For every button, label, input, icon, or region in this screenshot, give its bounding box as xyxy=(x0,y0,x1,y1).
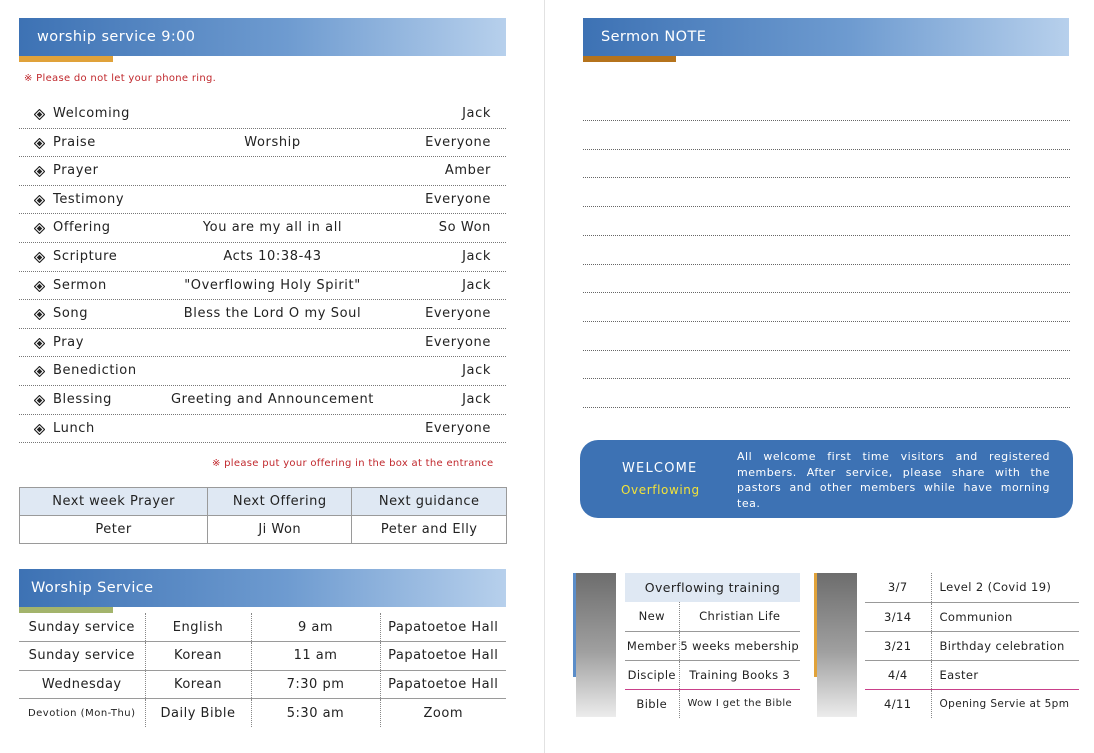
schedule-date: 4/4 xyxy=(865,660,931,689)
service-row xyxy=(19,670,506,699)
service-name: Wednesday xyxy=(19,670,145,699)
order-item: Blessing xyxy=(53,392,112,407)
order-leader: Jack xyxy=(462,249,491,264)
next-week-value: Ji Won xyxy=(208,516,352,544)
header-accent-bar xyxy=(19,56,113,62)
service-time: 9 am xyxy=(251,613,380,642)
note-line xyxy=(583,177,1070,178)
next-week-header-row xyxy=(20,488,507,516)
schedule-event: Easter xyxy=(931,660,1079,689)
order-item: Scripture xyxy=(53,249,118,264)
training-row xyxy=(625,602,800,631)
schedule-row xyxy=(865,631,1079,660)
diamond-bullet-icon xyxy=(34,424,45,435)
service-language: Daily Bible xyxy=(145,699,251,728)
page-divider xyxy=(544,0,545,753)
diamond-bullet-icon xyxy=(34,338,45,349)
order-item: Praise xyxy=(53,134,96,150)
training-course: 5 weeks mebership xyxy=(679,631,800,660)
training-course: Training Books 3 xyxy=(679,660,800,689)
training-level: New xyxy=(625,602,679,631)
service-location: Papatoetoe Hall xyxy=(380,670,506,699)
order-row xyxy=(19,243,506,272)
diamond-bullet-icon xyxy=(34,366,45,377)
order-item: Prayer xyxy=(53,163,99,179)
service-row xyxy=(19,699,506,728)
training-title: Overflowing training xyxy=(625,573,800,602)
order-item: Lunch xyxy=(53,420,95,436)
order-detail: "Overflowing Holy Spirit" xyxy=(184,277,361,293)
order-leader: Everyone xyxy=(425,334,491,350)
training-level: Member xyxy=(625,631,679,660)
sermon-note-header xyxy=(583,18,1069,56)
welcome-subtitle: Overflowing xyxy=(621,483,700,497)
order-leader: Everyone xyxy=(425,420,491,436)
order-leader: So Won xyxy=(438,220,491,236)
service-language: Korean xyxy=(145,642,251,671)
service-name: Sunday service xyxy=(19,642,145,671)
training-level: Disciple xyxy=(625,660,679,689)
note-line xyxy=(583,120,1070,121)
schedule-event: Level 2 (Covid 19) xyxy=(931,573,1079,602)
order-row xyxy=(19,100,506,129)
order-row xyxy=(19,386,506,415)
service-language: English xyxy=(145,613,251,642)
order-row xyxy=(19,272,506,301)
welcome-text: All welcome first time visitors and registered members. After service, please share with the pastors and other members while have morning tea. xyxy=(737,450,1050,510)
note-line xyxy=(583,378,1070,379)
service-row xyxy=(19,642,506,671)
worship-service-header xyxy=(19,569,506,607)
order-row xyxy=(19,129,506,158)
schedule-event: Communion xyxy=(931,602,1079,631)
schedule-date: 3/14 xyxy=(865,602,931,631)
order-item: Welcoming xyxy=(53,106,130,121)
next-week-header: Next Offering xyxy=(208,488,352,516)
sermon-note-title: Sermon NOTE xyxy=(601,29,707,45)
service-location: Papatoetoe Hall xyxy=(380,642,506,671)
next-week-header: Next guidance xyxy=(352,488,507,516)
order-leader: Jack xyxy=(462,363,491,379)
schedule-table xyxy=(865,573,1079,718)
training-row xyxy=(625,660,800,689)
schedule-side-bar xyxy=(817,573,857,717)
training-side-bar xyxy=(576,573,616,717)
service-row xyxy=(19,613,506,642)
next-week-table xyxy=(19,487,507,544)
training-course: Christian Life xyxy=(679,602,800,631)
service-time: 7:30 pm xyxy=(251,670,380,699)
welcome-box xyxy=(580,440,1073,518)
order-detail: Acts 10:38-43 xyxy=(223,249,322,264)
schedule-event: Birthday celebration xyxy=(931,631,1079,660)
worship-order-title: worship service 9:00 xyxy=(37,29,196,45)
training-table xyxy=(625,573,800,718)
order-row xyxy=(19,357,506,386)
order-detail: Bless the Lord O my Soul xyxy=(183,306,362,322)
training-course: Wow I get the Bible xyxy=(687,698,793,710)
order-detail: Worship xyxy=(244,134,301,150)
schedule-date: 3/21 xyxy=(865,631,931,660)
order-detail: Greeting and Announcement xyxy=(171,392,374,407)
order-row xyxy=(19,300,506,329)
order-item: Sermon xyxy=(53,277,107,293)
order-row xyxy=(19,157,506,186)
note-line xyxy=(583,321,1070,322)
order-leader: Jack xyxy=(462,277,491,293)
note-line xyxy=(583,407,1070,408)
note-line xyxy=(583,206,1070,207)
diamond-bullet-icon xyxy=(34,195,45,206)
service-time: 11 am xyxy=(251,642,380,671)
order-leader: Everyone xyxy=(425,191,491,207)
order-leader: Jack xyxy=(462,392,491,407)
next-week-value-row xyxy=(20,516,507,544)
schedule-event: Opening Servie at 5pm xyxy=(939,697,1070,710)
header-accent-bar xyxy=(583,56,676,62)
service-times-table xyxy=(19,613,506,727)
order-item: Offering xyxy=(53,220,111,236)
diamond-bullet-icon xyxy=(34,166,45,177)
order-leader: Everyone xyxy=(425,134,491,150)
training-level: Bible xyxy=(625,689,679,718)
worship-service-title: Worship Service xyxy=(31,580,154,596)
next-week-value: Peter and Elly xyxy=(352,516,507,544)
welcome-title: WELCOME xyxy=(622,461,698,476)
training-row xyxy=(625,631,800,660)
order-row xyxy=(19,214,506,243)
service-name: Devotion (Mon-Thu) xyxy=(27,707,136,719)
order-item: Pray xyxy=(53,334,85,350)
schedule-date: 3/7 xyxy=(865,573,931,602)
note-line xyxy=(583,235,1070,236)
offering-notice: ※ please put your offering in the box at the entrance xyxy=(212,458,494,469)
order-leader: Everyone xyxy=(425,306,491,322)
schedule-row xyxy=(865,689,1079,718)
order-row xyxy=(19,329,506,358)
next-week-value: Peter xyxy=(20,516,208,544)
note-line xyxy=(583,264,1070,265)
note-line xyxy=(583,149,1070,150)
order-leader: Jack xyxy=(462,106,491,121)
schedule-row xyxy=(865,660,1079,689)
schedule-row xyxy=(865,573,1079,602)
service-time: 5:30 am xyxy=(251,699,380,728)
order-item: Song xyxy=(53,306,89,322)
order-item: Benediction xyxy=(53,363,137,379)
training-header-row xyxy=(625,573,800,602)
service-location: Zoom xyxy=(380,699,506,728)
phone-notice: ※ Please do not let your phone ring. xyxy=(24,73,217,84)
service-name: Sunday service xyxy=(19,613,145,642)
diamond-bullet-icon xyxy=(34,109,45,120)
order-row xyxy=(19,415,506,444)
schedule-row xyxy=(865,602,1079,631)
order-detail: You are my all in all xyxy=(202,220,343,236)
order-row xyxy=(19,186,506,215)
note-line xyxy=(583,292,1070,293)
training-row xyxy=(625,689,800,718)
order-item: Testimony xyxy=(53,191,125,207)
service-location: Papatoetoe Hall xyxy=(380,613,506,642)
note-line xyxy=(583,350,1070,351)
worship-order-header xyxy=(19,18,506,56)
service-language: Korean xyxy=(145,670,251,699)
order-leader: Amber xyxy=(444,163,491,179)
schedule-date: 4/11 xyxy=(865,689,931,718)
next-week-header: Next week Prayer xyxy=(20,488,208,516)
